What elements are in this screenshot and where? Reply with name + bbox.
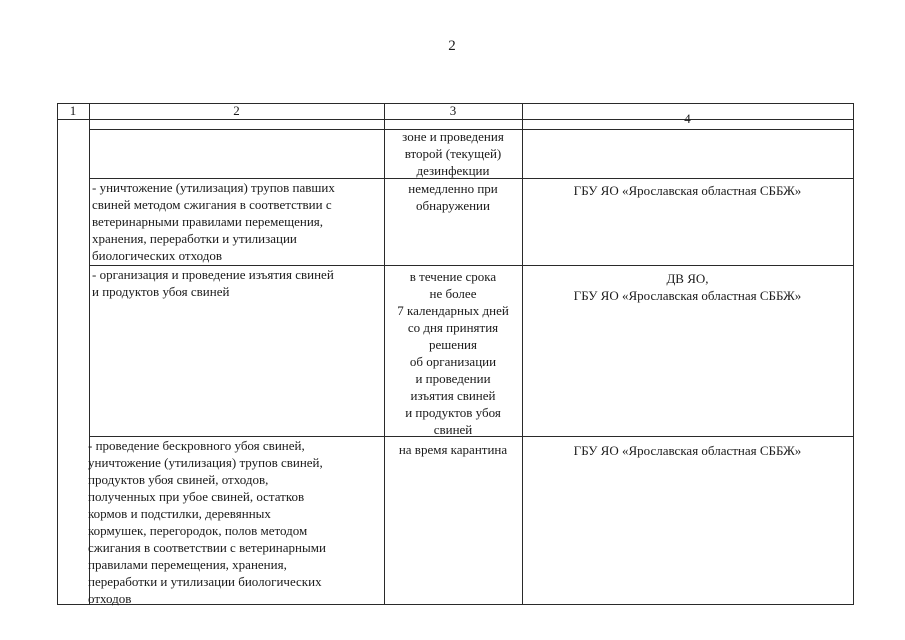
row-1-action: - уничтожение (утилизация) трупов павших свиней методом сжигания в соответствии с ветеринарными правилами перемещения, хранения, переработки и утилизации биологических отходов bbox=[92, 180, 335, 263]
header-col-3: 3 bbox=[449, 103, 457, 118]
page-number: 2 bbox=[448, 38, 456, 54]
row-1-deadline: немедленно при обнаружении bbox=[408, 181, 498, 213]
row-3-deadline: на время карантина bbox=[398, 442, 508, 457]
row-0-deadline: зоне и проведения второй (текущей) дезинфекции bbox=[402, 129, 504, 178]
row-3-action: - проведение бескровного убоя свиней, уничтожение (утилизация) трупов свиней, продуктов убоя свиней, отходов, полученных при убое свиней, остатков кормов и подстилки, деревянных кормушек, перегородок, полов методом сжигания в соответствии с ветеринарными правилами перемещения, хранения, переработки и утилизации биологических отходов bbox=[88, 438, 326, 606]
row-2-responsible: ДВ ЯО, ГБУ ЯО «Ярославская областная СББЖ» bbox=[573, 271, 802, 303]
row-2-action: - организация и проведение изъятия свиней и продуктов убоя свиней bbox=[92, 267, 334, 299]
header-col-2: 2 bbox=[233, 103, 240, 118]
row-2-deadline: в течение срока не более 7 календарных дней со дня принятия решения об организации и проведении изъятия свиней и продуктов убоя свиней bbox=[397, 269, 509, 437]
row-1-responsible: ГБУ ЯО «Ярославская областная СББЖ» bbox=[573, 183, 802, 198]
header-col-4: 4 bbox=[684, 111, 691, 126]
header-col-1: 1 bbox=[69, 103, 77, 118]
row-3-responsible: ГБУ ЯО «Ярославская областная СББЖ» bbox=[573, 443, 802, 458]
